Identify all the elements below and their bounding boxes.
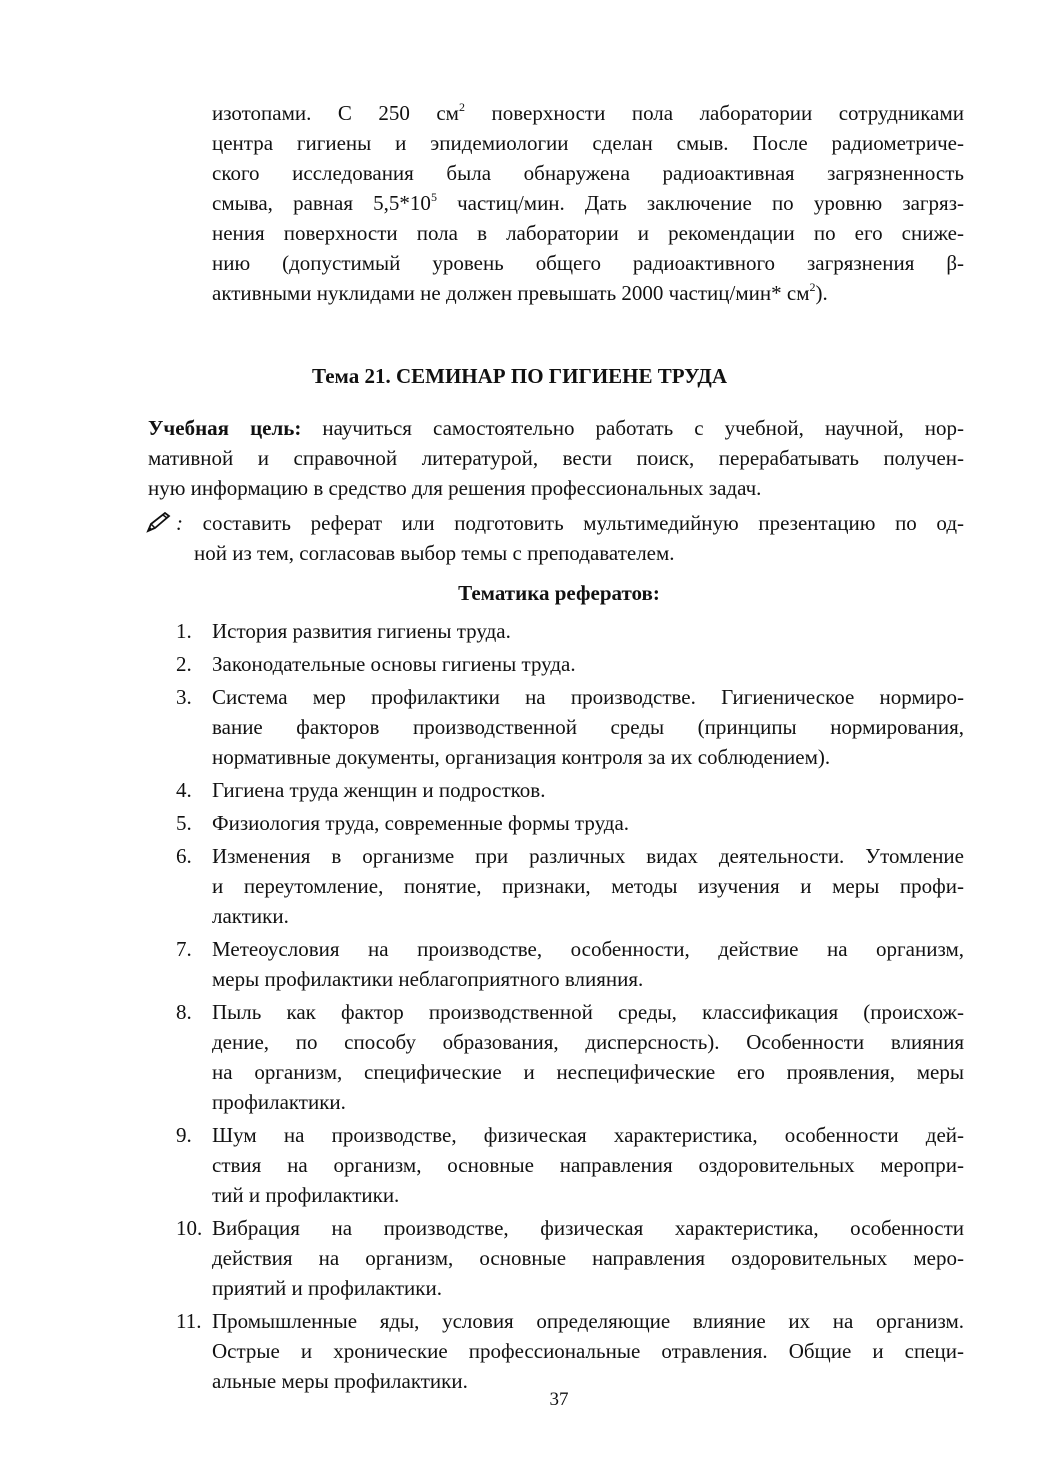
section-heading: Тема 21. СЕМИНАР ПО ГИГИЕНЕ ТРУДА xyxy=(312,364,727,388)
list-item-line: ствия на организм, основные направления оздоровительных меропри- xyxy=(212,1153,964,1177)
intro-line-5: нения поверхности пола в лаборатории и рекомендации по его сниже- xyxy=(212,221,964,245)
intro-paragraph xyxy=(212,98,964,308)
list-item-line: альные меры профилактики. xyxy=(212,1369,468,1393)
list-item xyxy=(176,841,964,931)
intro-line-1: изотопами. С 250 $см^2$ поверхности пола лаборатории сотрудниками xyxy=(212,100,964,125)
intro-line-7: активными нуклидами не должен превышать 2000 частиц/мин* $см^2$). xyxy=(212,280,828,305)
list-item-line: нормативные документы, организация контроля за их соблюдением). xyxy=(212,745,831,769)
goal-line-2: мативной и справочной литературой, вести поиск, перерабатывать получен- xyxy=(148,446,964,470)
list-item xyxy=(176,1213,964,1303)
list-item xyxy=(176,997,964,1117)
intro-line-4: смыва, равная $5,5*10^5$ частиц/мин. Дать заключение по уровню загряз- xyxy=(212,190,964,215)
list-item-line: меры профилактики неблагоприятного влияния. xyxy=(212,967,644,991)
list-item-line: действия на организм, основные направления оздоровительных меро- xyxy=(212,1246,964,1270)
task-instruction xyxy=(146,508,964,568)
topics-list xyxy=(176,616,964,1399)
pencil-icon xyxy=(146,511,176,533)
intro-line-6: нию (допустимый уровень общего радиоактивного загрязнения β- xyxy=(212,251,964,275)
list-item xyxy=(176,934,964,994)
list-item xyxy=(176,649,964,679)
list-item-line: Промышленные яды, условия определяющие влияние их на организм. xyxy=(212,1309,964,1333)
list-item-line: лактики. xyxy=(212,904,289,928)
goal-line-3: ную информацию в средство для решения профессиональных задач. xyxy=(148,476,762,500)
list-item-number: 4. xyxy=(176,778,192,802)
list-item-number: 7. xyxy=(176,937,192,961)
list-item-line: и переутомление, понятие, признаки, методы изучения и меры профи- xyxy=(212,874,964,898)
list-item-line: Изменения в организме при различных видах деятельности. Утомление xyxy=(212,844,964,868)
list-item-number: 8. xyxy=(176,1000,192,1024)
goal-label: Учебная цель: xyxy=(148,416,302,440)
list-item-line: Пыль как фактор производственной среды, классификация (происхож- xyxy=(212,1000,964,1024)
intro-line-2: центра гигиены и эпидемиологии сделан смыв. После радиометриче- xyxy=(212,131,964,155)
list-item-number: 3. xyxy=(176,685,192,709)
list-item-line: профилактики. xyxy=(212,1090,346,1114)
list-item-line: вание факторов производственной среды (принципы нормирования, xyxy=(212,715,964,739)
list-item-number: 6. xyxy=(176,844,192,868)
list-item xyxy=(176,1120,964,1210)
list-item xyxy=(176,808,964,838)
list-item-line: дение, по способу образования, дисперсность). Особенности влияния xyxy=(212,1030,964,1054)
list-item xyxy=(176,616,964,646)
topics-heading: Тематика рефератов: xyxy=(458,581,660,605)
list-item-number: 11. xyxy=(176,1309,202,1333)
task-line-1: : составить реферат или подготовить мультимедийную презентацию по од- xyxy=(146,508,964,538)
list-item-line: тий и профилактики. xyxy=(212,1183,400,1207)
list-item-line: на организм, специфические и неспецифические его проявления, меры xyxy=(212,1060,964,1084)
list-item-line: Метеоусловия на производстве, особенности, действие на организм, xyxy=(212,937,964,961)
list-item-line: Физиология труда, современные формы труда. xyxy=(212,811,630,835)
list-item xyxy=(176,1306,964,1396)
list-item-line: История развития гигиены труда. xyxy=(212,619,511,643)
list-item-number: 9. xyxy=(176,1123,192,1147)
list-item-line: Вибрация на производстве, физическая характеристика, особенности xyxy=(212,1216,964,1240)
list-item-line: Острые и хронические профессиональные отравления. Общие и специ- xyxy=(212,1339,964,1363)
task-line-2: ной из тем, согласовав выбор темы с преподавателем. xyxy=(194,541,675,565)
list-item-number: 10. xyxy=(176,1216,203,1240)
list-item xyxy=(176,775,964,805)
goal-line-1: Учебная цель: научиться самостоятельно работать с учебной, научной, нор- xyxy=(148,416,964,440)
learning-goal xyxy=(148,413,964,503)
page-number: 37 xyxy=(549,1389,569,1410)
list-item-number: 1. xyxy=(176,619,192,643)
list-item-line: Шум на производстве, физическая характеристика, особенности дей- xyxy=(212,1123,964,1147)
intro-line-3: ского исследования была обнаружена радиоактивная загрязненность xyxy=(212,161,964,185)
list-item-line: Законодательные основы гигиены труда. xyxy=(212,652,576,676)
list-item-number: 2. xyxy=(176,652,192,676)
list-item-number: 5. xyxy=(176,811,192,835)
list-item xyxy=(176,682,964,772)
list-item-line: Гигиена труда женщин и подростков. xyxy=(212,778,546,802)
list-item-line: Система мер профилактики на производстве. Гигиеническое нормиро- xyxy=(212,685,964,709)
list-item-line: приятий и профилактики. xyxy=(212,1276,442,1300)
